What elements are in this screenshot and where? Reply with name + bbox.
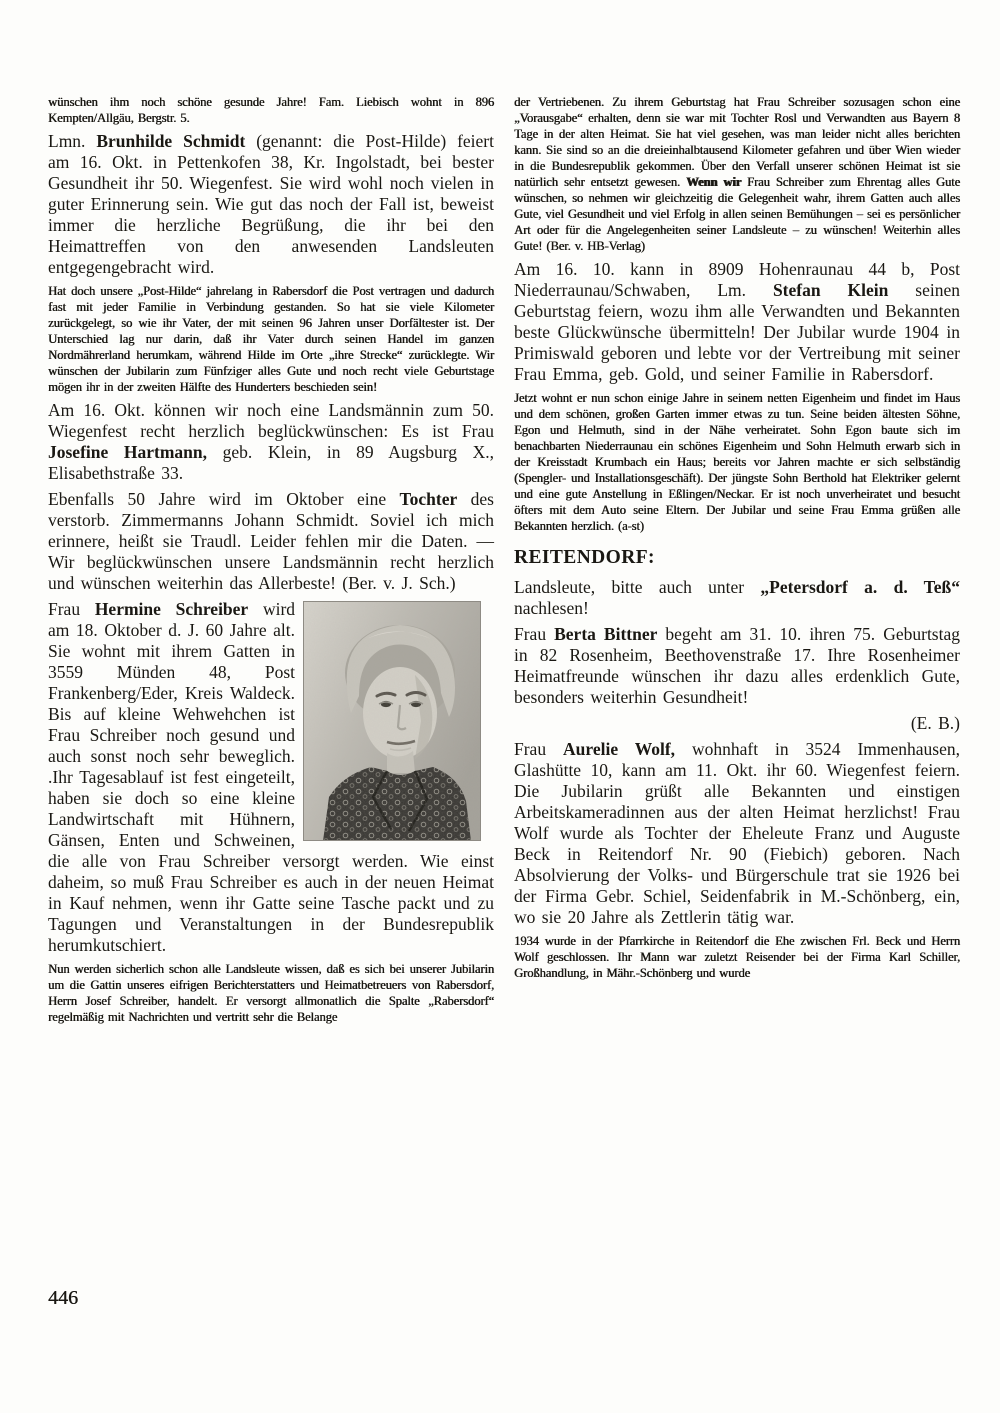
text-run: 1934 wurde in der Pfarrkirche in Reitendorf die Ehe zwischen Frl. Beck und Herrn Wolf geschlossen. Ihr Mann war zuletzt Reisender bei der Firma Karl Schiller, Großhandlung, in Mähr.-Schönberg und wurde bbox=[514, 934, 960, 980]
right-column bbox=[514, 94, 960, 986]
text-run: des verstorb. Zimmermanns Johann Schmidt. Soviel ich mich erinnere, heißt sie Traudl. Leider fehlen mir die Daten. — Wir beglückwünschen unsere Landsmännin recht herzlich und wünschen weiterhin das Allerbeste! (Ber. v. J. Sch.) bbox=[48, 489, 494, 593]
news-paragraph bbox=[514, 933, 960, 981]
news-paragraph bbox=[514, 739, 960, 928]
portrait-photo bbox=[303, 601, 481, 841]
text-run: Lmn. bbox=[48, 131, 97, 151]
text-run: Jetzt wohnt er nun schon einige Jahre in seinem netten Eigenheim und findet im Haus und dem schönen, großen Garten immer etwas zu tun. Seine beiden ältesten Söhne, Egon und Helmuth, sind in der Nähe verheiratet. Sohn Egon baute sich im benachbarten Niederraunau ein schönes Eigenheim und Sohn Helmuth erwarb sich in der Kreisstadt Krumbach ein Haus; bereits vor Jahren machte er sich selbständig (Spengler- und Installationsgeschäft). Der jüngste Sohn Berthold hat Elektriker gelernt und eine gute Anstellung in Eßlingen/Neckar. Er ist noch unverheiratet und besucht öfters mit dem Auto seine Eltern. Der Jubilar und seine Frau Emma grüßen alle Bekannten herzlich. (a-st) bbox=[514, 391, 960, 533]
news-paragraph bbox=[514, 624, 960, 708]
person-name: Stefan Klein bbox=[772, 280, 889, 300]
person-name: Josefine Hartmann, bbox=[48, 442, 208, 462]
emphasis-text: Tochter bbox=[399, 489, 458, 509]
text-run: seinen Geburtstag feiern, wozu ihm alle Verwandten und Bekannten beste Glückwünsche übermitteln! Der Jubilar wurde 1904 in Primiswald geboren und lebte vor der Vertreibung mit seiner Frau Emma, geb. Gold, und seiner Familie in Rabersdorf. bbox=[514, 280, 960, 384]
news-paragraph bbox=[48, 489, 494, 594]
person-name: Brunhilde Schmidt bbox=[96, 131, 246, 151]
text-run: (genannt: die Post-Hilde) feiert am 16. Okt. in Pettenkofen 38, Kr. Ingolstadt, bei bester Gesundheit ihr 50. Wiegenfest. Sie wird wohl noch vielen in guter Erinnerung sein. Wie gut das noch der Fall ist, beweist immer die herzliche Begrüßung, die ihr bei den Heimattreffen von den anwesenden Landsleuten entgegengebracht wird. bbox=[48, 131, 494, 277]
text-run: wohnhaft in 3524 Immenhausen, Glashütte 10, kann am 11. Okt. ihr 60. Wiegenfest feiern. Die Jubilarin grüßt alle Bekannten und einstigen Arbeitskameradinnen aus der alten Heimat herzlichst! Frau Wolf wurde als Tochter der Eheleute Franz und Auguste Beck in Reitendorf Nr. 90 (Fiebich) geboren. Nach Absolvierung der Volks- und Bürgerschule trat sie 1926 bei der Firma Gebr. Schiel, Seidenfabrik in M.-Schönberg, ein, wo sie 20 Jahre als Zettlerin tätig war. bbox=[514, 739, 961, 927]
text-run: Am 16. Okt. können wir noch eine Landsmännin zum 50. Wiegenfest recht herzlich beglückwünschen: Es ist Frau bbox=[48, 400, 494, 441]
news-paragraph bbox=[514, 390, 960, 534]
text-run: Frau bbox=[48, 599, 95, 619]
news-paragraph bbox=[514, 94, 960, 254]
signature-eb: (E. B.) bbox=[910, 713, 960, 733]
text-run: nachlesen! bbox=[514, 598, 589, 618]
text-run: Nun werden sicherlich schon alle Landsleute wissen, daß es sich bei unserer Jubilarin um die Gattin unseres eifrigen Berichterstatters und Heimatbetreuers von Rabersdorf, Herrn Josef Schreiber, handelt. Er versorgt allmonatlich die Spalte „Rabersdorf“ regelmäßig mit Nachrichten und vertritt sehr die Belange bbox=[48, 962, 494, 1024]
text-run: der Vertriebenen. Zu ihrem Geburtstag hat Frau Schreiber sozusagen schon eine „Vorausgabe“ erhalten, denn sie war mit Tochter Rosl und Verwandten aus Bayern 8 Tage in der alten Heimat. Sie hat viel gesehen, was man leider nicht alles berichten kann. Sie sind so an die dreieinhalbtausend Kilometer gefahren und über Wien wieder in die Bundesrepublik gekommen. Über den Verfall unserer schönen Heimat ist sie natürlich sehr entsetzt gewesen. bbox=[514, 95, 960, 189]
emphasis-text: Wenn wir bbox=[685, 175, 742, 189]
text-run: Frau Schreiber zum Ehrentag alles Gute wünschen, so nehmen wir gleichzeitig die Gelegenheit wahr, ihrem Gatten auch alles Gute, viel Gesundheit und viel Erfolg in allen seinen Bemühungen – sei es persönlicher Art oder für die Angelegenheiten seiner Landsleute – zu wünschen! Weiterhin alles Gute! (Ber. v. HB-Verlag) bbox=[514, 175, 960, 253]
text-run: wird am 18. Oktober d. J. 60 Jahre alt. Sie wohnt mit ihrem Gatten in 3559 Münden 48, Post Frankenberg/Eder, Kreis Waldeck. Bis auf kleine Wehwehchen ist Frau Schreiber noch gesund und auch sonst noch sehr beweglich. .Ihr Tagesablauf ist fest eingeteilt, haben sie doch so eine kleine Landwirtschaft mit Hühnern, Gänsen, Enten und Schweinen, die alle von Frau Schreiber versorgt werden. Wie einst daheim, so muß Frau Schreiber es auch in der neuen Heimat in Kauf nehmen, wenn ihr Gatte seine Tasche packt und zu Tagungen und Veranstaltungen in der Bundesrepublik herumkutschiert. bbox=[48, 599, 494, 955]
text-run: Ebenfalls 50 Jahre wird im Oktober eine bbox=[48, 489, 400, 509]
text-run: wünschen ihm noch schöne gesunde Jahre! Fam. Liebisch wohnt in 896 Kempten/Allgäu, Bergstr. 5. bbox=[48, 95, 494, 125]
news-paragraph bbox=[48, 94, 494, 126]
cross-reference: „Petersdorf a. d. Teß“ bbox=[760, 577, 960, 597]
news-paragraph bbox=[48, 400, 494, 484]
text-run: Frau bbox=[514, 739, 564, 759]
page-number: 446 bbox=[48, 1287, 78, 1309]
news-paragraph bbox=[514, 259, 960, 385]
text-run: begeht am 31. 10. ihren 75. Geburtstag in 82 Rosenheim, Beethovenstraße 17. Ihre Rosenheimer Heimatfreunde wünschen ihr dazu alles erdenklich Gute, besonders weiterhin Gesundheit! bbox=[514, 624, 960, 707]
news-paragraph bbox=[48, 131, 494, 278]
text-run: Landsleute, bitte auch unter bbox=[514, 577, 761, 597]
news-paragraph bbox=[48, 961, 494, 1025]
text-run: geb. Klein, in 89 Augsburg X., Elisabethstraße 33. bbox=[48, 442, 494, 483]
person-name: Berta Bittner bbox=[554, 624, 658, 644]
news-paragraph bbox=[48, 283, 494, 395]
news-paragraph bbox=[514, 577, 960, 619]
section-heading-reitendorf: REITENDORF: bbox=[514, 547, 655, 568]
elderly-woman-portrait bbox=[303, 601, 481, 841]
hermine-schreiber-article bbox=[48, 599, 494, 961]
left-column bbox=[48, 94, 494, 1030]
text-run: Frau bbox=[514, 624, 555, 644]
text-run: Am 16. 10. kann in 8909 Hohenraunau 44 b, Post Niederraunau/Schwaben, Lm. bbox=[514, 259, 960, 300]
text-run: Hat doch unsere „Post-Hilde“ jahrelang in Rabersdorf die Post vertragen und dadurch fast mit jeder Familie in Verbindung gestanden. So hat sie viele Kilometer zurückgelegt, so wie ihr Vater, der mit seinen 96 Jahren unser Dorfältester ist. Der Unterschied lag nur darin, daß ihr Vater durch seinen Handel im ganzen Nordmährerland herumkam, während Hilde im Orte „ihre Strecke“ zurücklegte. Wir wünschen der Jubilarin zum Fünfziger alles Gute und noch recht viele Geburtstage mögen ihr in der zweiten Hälfte des Hunderters beschieden sein! bbox=[48, 284, 494, 394]
person-name: Hermine Schreiber bbox=[94, 599, 249, 619]
person-name: Aurelie Wolf, bbox=[563, 739, 676, 759]
